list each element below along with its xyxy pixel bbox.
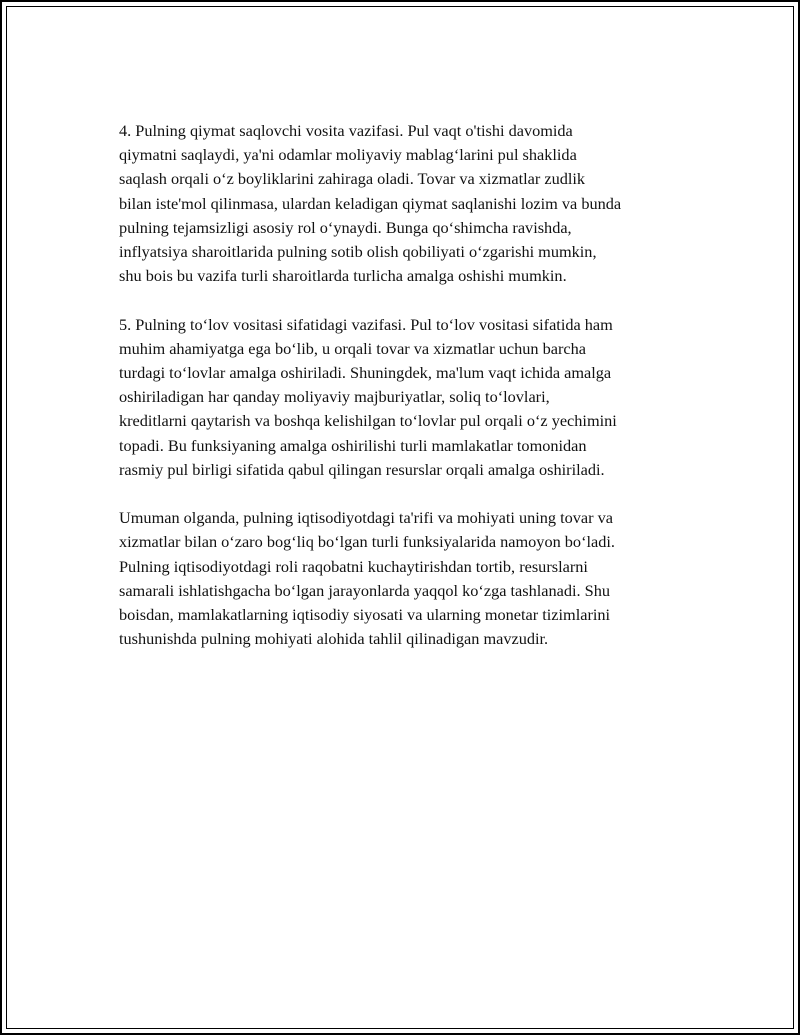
text-line: pulning tejamsizligi asosiy rol o‘ynaydi. Bunga qo‘shimcha ravishda, xyxy=(119,217,572,237)
text-line: Umuman olganda, pulning iqtisodiyotdagi ta'rifi va mohiyati uning tovar va xyxy=(119,508,614,528)
paragraph-conclusion xyxy=(119,506,694,651)
text-line: rasmiy pul birligi sifatida qabul qilingan resurslar orqali amalga oshiriladi. xyxy=(119,459,605,479)
text-line: kreditlarni qaytarish va boshqa kelishilgan to‘lovlar pul orqali o‘z yechimini xyxy=(119,411,617,431)
text-line: saqlash orqali o‘z boyliklarini zahiraga oladi. Tovar va xizmatlar zudlik xyxy=(119,169,586,189)
text-line: samarali ishlatishgacha bo‘lgan jarayonlarda yaqqol ko‘zga tashlanadi. Shu xyxy=(119,580,610,600)
text-line: bilan iste'mol qilinmasa, ulardan keladigan qiymat saqlanishi lozim va bunda xyxy=(119,193,622,213)
paragraph-store-of-value xyxy=(119,119,694,288)
paragraph-means-of-payment xyxy=(119,313,694,482)
text-line: muhim ahamiyatga ega bo‘lib, u orqali tovar va xizmatlar uchun barcha xyxy=(119,338,587,358)
text-line: inflyatsiya sharoitlarida pulning sotib olish qobiliyati o‘zgarishi mumkin, xyxy=(119,242,597,262)
text-line: xizmatlar bilan o‘zaro bog‘liq bo‘lgan turli funksiyalarida namoyon bo‘ladi. xyxy=(119,532,615,552)
document-body xyxy=(119,119,694,676)
text-line: shu bois bu vazifa turli sharoitlarda turlicha amalga oshishi mumkin. xyxy=(119,266,567,286)
text-line: boisdan, mamlakatlarning iqtisodiy siyosati va ularning monetar tizimlarini xyxy=(119,605,611,625)
text-line: qiymatni saqlaydi, ya'ni odamlar moliyaviy mablag‘larini pul shaklida xyxy=(119,145,577,165)
text-line: topadi. Bu funksiyaning amalga oshirilishi turli mamlakatlar tomonidan xyxy=(119,435,587,455)
text-line: oshiriladigan har qanday moliyaviy majburiyatlar, soliq to‘lovlari, xyxy=(119,387,550,407)
text-line: tushunishda pulning mohiyati alohida tahlil qilinadigan mavzudir. xyxy=(119,629,549,649)
text-line: Pulning iqtisodiyotdagi roli raqobatni kuchaytirishdan tortib, resurslarni xyxy=(119,556,588,576)
text-line: 5. Pulning to‘lov vositasi sifatidagi vazifasi. Pul to‘lov vositasi sifatida ham xyxy=(119,314,613,334)
text-line: turdagi to‘lovlar amalga oshiriladi. Shuningdek, ma'lum vaqt ichida amalga xyxy=(119,363,612,383)
text-line: 4. Pulning qiymat saqlovchi vosita vazifasi. Pul vaqt o'tishi davomida xyxy=(119,121,573,140)
